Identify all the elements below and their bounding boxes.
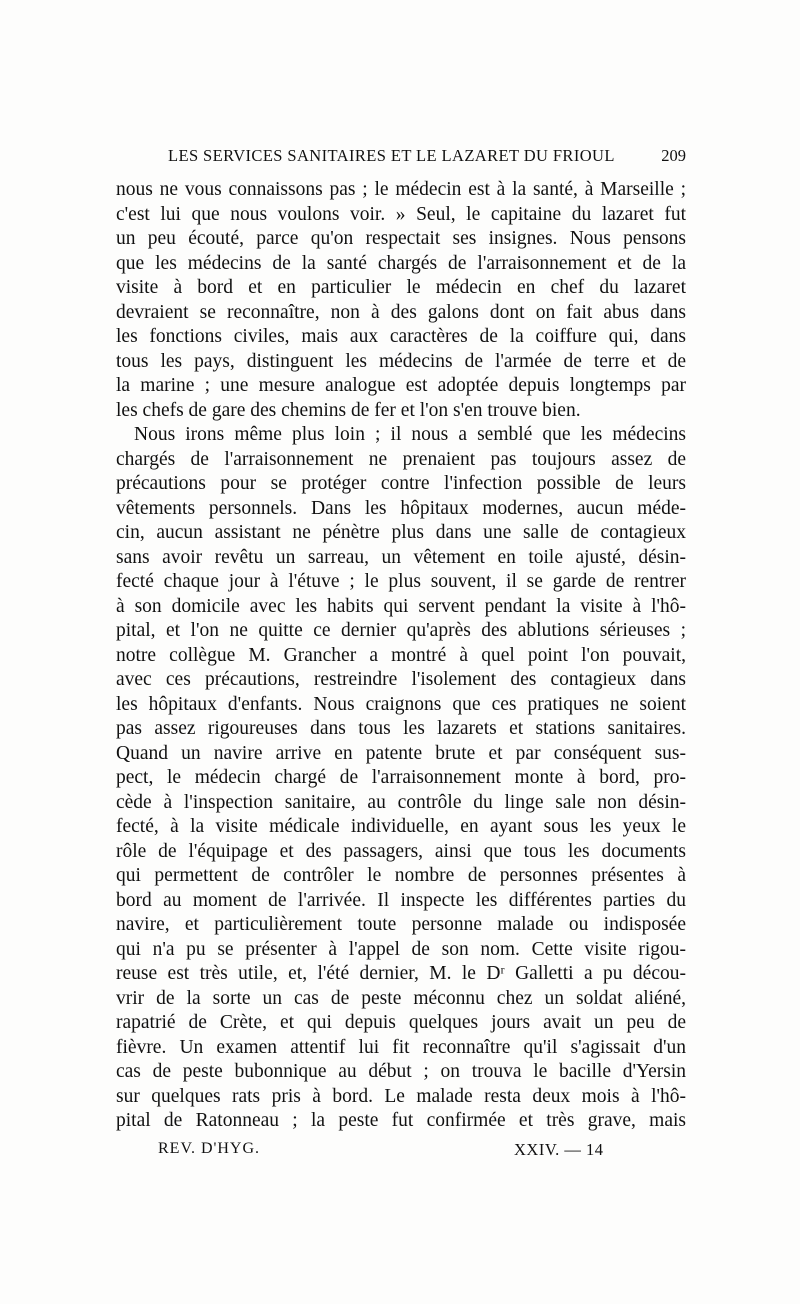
text-line: à son domicile avec les habits qui servent pendant la visite à l'hô-: [116, 595, 686, 617]
text-line: cède à l'inspection sanitaire, au contrôle du linge sale non désin-: [116, 791, 686, 813]
running-head: [116, 146, 686, 170]
text-line: nous ne vous connaissons pas ; le médecin est à la santé, à Marseille ;: [116, 179, 686, 200]
text-line: sans avoir revêtu un sarreau, un vêtement en toile ajusté, désin-: [116, 546, 686, 568]
text-line: un peu écouté, parce qu'on respectait ses insignes. Nous pensons: [116, 228, 686, 249]
paragraph-start-line: Nous irons même plus loin ; il nous a semblé que les médecins: [134, 424, 686, 445]
journal-signature: REV. D'HYG.: [158, 1140, 261, 1157]
text-line: notre collègue M. Grancher a montré à quel point l'on pouvait,: [116, 644, 686, 666]
text-line: pital de Ratonneau ; la peste fut confirmée et très grave, mais: [116, 1110, 686, 1131]
text-line: c'est lui que nous voulons voir. » Seul, le capitaine du lazaret fut: [116, 203, 686, 225]
text-line: vêtements personnels. Dans les hôpitaux modernes, aucun méde-: [116, 497, 686, 519]
text-line: pect, le médecin chargé de l'arraisonnement monte à bord, pro-: [116, 767, 686, 788]
text-line: fecté chaque jour à l'étuve ; le plus souvent, il se garde de rentrer: [116, 571, 686, 592]
text-line: pas assez rigoureuses dans tous les lazarets et stations sanitaires.: [116, 718, 686, 739]
running-title: LES SERVICES SANITAIRES ET LE LAZARET DU FRIOUL: [168, 146, 615, 165]
text-line: fièvre. Un examen attentif lui fit reconnaître qu'il s'agissait d'un: [116, 1036, 686, 1058]
page-number: 209: [661, 146, 686, 165]
text-line: qui permettent de contrôler le nombre de personnes présentes à: [116, 865, 686, 886]
text-line: précautions pour se protéger contre l'infection possible de leurs: [116, 473, 686, 494]
text-line: les fonctions civiles, mais aux caractères de la coiffure qui, dans: [116, 326, 686, 347]
text-line: cin, aucun assistant ne pénètre plus dans une salle de contagieux: [116, 522, 686, 543]
text-line: avec ces précautions, restreindre l'isolement des contagieux dans: [116, 669, 686, 690]
text-line: navire, et particulièrement toute personne malade ou indisposée: [116, 914, 686, 935]
text-line: devraient se reconnaître, non à des galons dont on fait abus dans: [116, 301, 686, 323]
text-line: bord au moment de l'arrivée. Il inspecte les différentes parties du: [116, 889, 686, 911]
text-line: les chefs de gare des chemins de fer et l'on s'en trouve bien.: [116, 399, 581, 421]
text-line: qui n'a pu se présenter à l'appel de son nom. Cette visite rigou-: [116, 938, 686, 960]
text-line: sur quelques rats pris à bord. Le malade resta deux mois à l'hô-: [116, 1085, 686, 1107]
volume-signature: XXIV. — 14: [514, 1140, 604, 1159]
page-footer: [116, 1140, 686, 1164]
text-line: fecté, à la visite médicale individuelle, en ayant sous les yeux le: [116, 816, 686, 837]
text-line: Quand un navire arrive en patente brute et par conséquent sus-: [116, 742, 686, 764]
text-line: la marine ; une mesure analogue est adoptée depuis longtemps par: [116, 375, 686, 396]
text-line: rôle de l'équipage et des passagers, ainsi que tous les documents: [116, 840, 686, 862]
text-line: visite à bord et en particulier le médecin en chef du lazaret: [116, 277, 686, 298]
body-text: [116, 178, 686, 1134]
text-line: pital, et l'on ne quitte ce dernier qu'après des ablutions sérieuses ;: [116, 620, 686, 641]
text-line: chargés de l'arraisonnement ne prenaient pas toujours assez de: [116, 448, 686, 470]
text-line: vrir de la sorte un cas de peste méconnu chez un soldat aliéné,: [116, 987, 686, 1009]
text-line: cas de peste bubonnique au début ; on trouva le bacille d'Yersin: [116, 1061, 686, 1082]
text-line: que les médecins de la santé chargés de l'arraisonnement et de la: [116, 252, 686, 274]
text-line: les hôpitaux d'enfants. Nous craignons que ces pratiques ne soient: [116, 693, 686, 715]
text-line: tous les pays, distinguent les médecins de l'armée de terre et de: [116, 350, 686, 372]
text-line: rapatrié de Crète, et qui depuis quelques jours avait un peu de: [116, 1012, 686, 1033]
text-line: reuse est très utile, et, l'été dernier, M. le Dʳ Galletti a pu décou-: [116, 963, 686, 984]
